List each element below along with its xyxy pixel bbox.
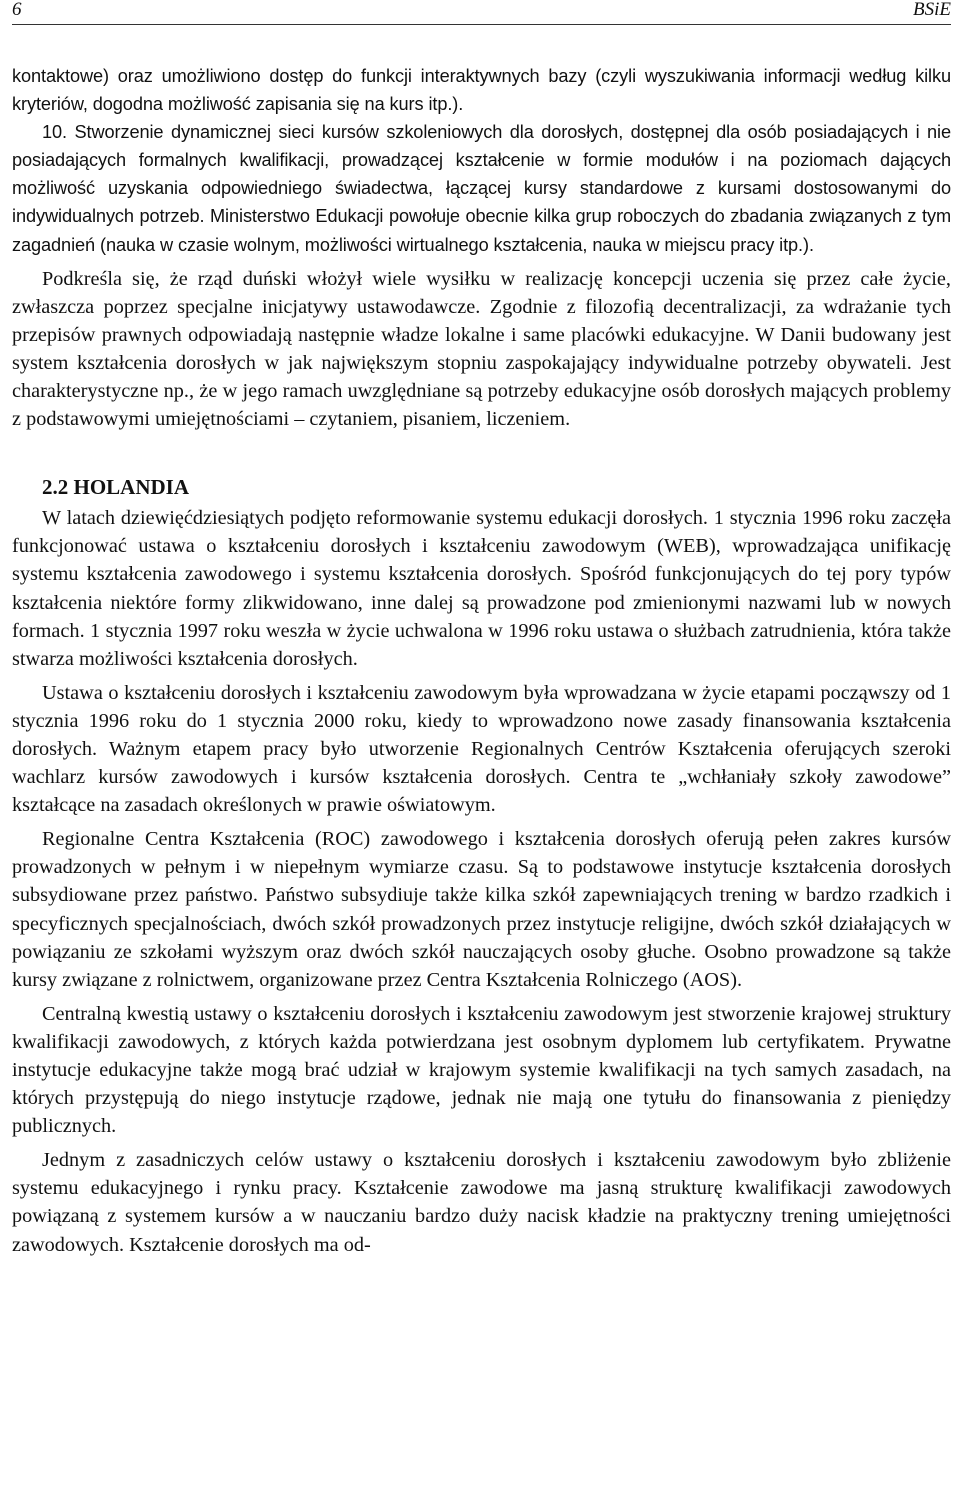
paragraph-holandia-1: W latach dziewięćdziesiątych podjęto reformowanie systemu edukacji dorosłych. 1 stycznia 1996 roku zaczęła funkcjonować ustawa o kształceniu dorosłych i kształceniu zawodowym (WEB), wprowadzająca unifikację systemu kształcenia zawodowego i systemu kształcenia dorosłych. Spośród funkcjonujących do tej pory typów kształcenia niektóre formy zlikwidowano, inne dalej są prowadzone pod zmienionymi nazwami lub w nowych formach. 1 stycznia 1997 roku weszła w życie uchwalona w 1996 roku ustawa o służbach zatrudnienia, która także stwarza możliwości kształcenia dorosłych. <box>12 507 951 670</box>
paragraph-denmark-summary: Podkreśla się, że rząd duński włożył wiele wysiłku w realizację koncepcji uczenia się przez całe życie, zwłaszcza poprzez specjalne inicjatywy ustawodawcze. Zgodnie z filozofią decentralizacji, za wdrażanie tych przepisów prawnych odpowiadają następnie władze lokalne i same placówki edukacyjne. W Danii budowany jest system kształcenia dorosłych w jak największym stopniu zaspokajający indywidualne potrzeby obywateli. Jest charakterystyczne np., że w jego ramach uwzględniane są potrzeby edukacyjne osób dorosłych mających problemy z podstawowymi umiejętnościami – czytaniem, pisaniem, liczeniem. <box>12 267 951 431</box>
list-item-10: 10. Stworzenie dynamicznej sieci kursów szkoleniowych dla dorosłych, dostępnej dla osób posiadających i nie posiadających formalnych kwalifikacji, prowadzącej kształcenie w formie modułów i na poziomach dających możliwość uzyskania odpowiedniego świadectwa, łączącej kursy standardowe z kursami dostosowanymi do indywidualnych potrzeb. Ministerstwo Edukacji powołuje obecnie kilka grup roboczych do zbadania związanych z tym zagadnień (nauka w czasie wolnym, możliwości wirtualnego kształcenia, nauka w miejscu pracy itp.). <box>12 122 951 255</box>
section-heading-holandia: 2.2 HOLANDIA <box>42 475 190 500</box>
paragraph-holandia-5: Jednym z zasadniczych celów ustawy o kształceniu dorosłych i kształceniu zawodowym było zbliżenie systemu edukacyjnego i rynku pracy. Kształcenie zawodowe ma jasną strukturę kwalifikacji zawodowych powiązaną z systemem kursów a w nauczaniu bardzo duży nacisk kładzie na praktyczny trening umiejętności zawodowych. Kształcenie dorosłych ma od- <box>12 1149 951 1256</box>
page-number: 6 <box>12 0 22 20</box>
document-body <box>12 62 951 1259</box>
paragraph-continuation: kontaktowe) oraz umożliwiono dostęp do funkcji interaktywnych bazy (czyli wyszukiwania informacji według kilku kryteriów, dogodna możliwość zapisania się na kurs itp.). <box>12 66 951 115</box>
paragraph-holandia-4: Centralną kwestią ustawy o kształceniu dorosłych i kształceniu zawodowym jest stworzenie krajowej struktury kwalifikacji zawodowych, z których każda potwierdzana jest osobnym dyplomem lub certyfikatem. Prywatne instytucje edukacyjne także mogą brać udział w krajowym systemie kwalifikacji na tych samych zasadach, na których przystępują do niego instytucje rządowe, jednak nie mają one tytułu do finansowania z pieniędzy publicznych. <box>12 1002 951 1138</box>
journal-abbreviation: BSiE <box>913 0 951 20</box>
paragraph-holandia-3: Regionalne Centra Kształcenia (ROC) zawodowego i kształcenia dorosłych oferują pełen zakres kursów prowadzonych w pełnym i w niepełnym wymiarze czasu. Są to podstawowe instytucje kształcenia dorosłych subsydiowane przez państwo. Państwo subsydiuje także kilka szkół zapewniających trening w bardzo rzadkich i specyficznych specjalnościach, dwóch szkół prowadzonych przez instytucje religijne, dwóch szkół działających w powiązaniu ze szkołami wyższym oraz dwóch szkół nauczających osoby głuche. Osobno prowadzone są także kursy związane z rolnictwem, organizowane przez Centra Kształcenia Rolniczego (AOS). <box>12 828 951 991</box>
paragraph-holandia-2: Ustawa o kształceniu dorosłych i kształceniu zawodowym była wprowadzana w życie etapami począwszy od 1 stycznia 1996 roku do 1 stycznia 2000 roku, kiedy to wprowadzono nowe zasady finansowania kształcenia dorosłych. Ważnym etapem pracy było utworzenie Regionalnych Centrów Kształcenia oferujących szeroki wachlarz kursów zawodowych i kursów kształcenia dorosłych. Centra te „wchłaniały szkoły zawodowe” kształcące na zasadach określonych w prawie oświatowym. <box>12 681 951 817</box>
running-header <box>12 0 951 25</box>
